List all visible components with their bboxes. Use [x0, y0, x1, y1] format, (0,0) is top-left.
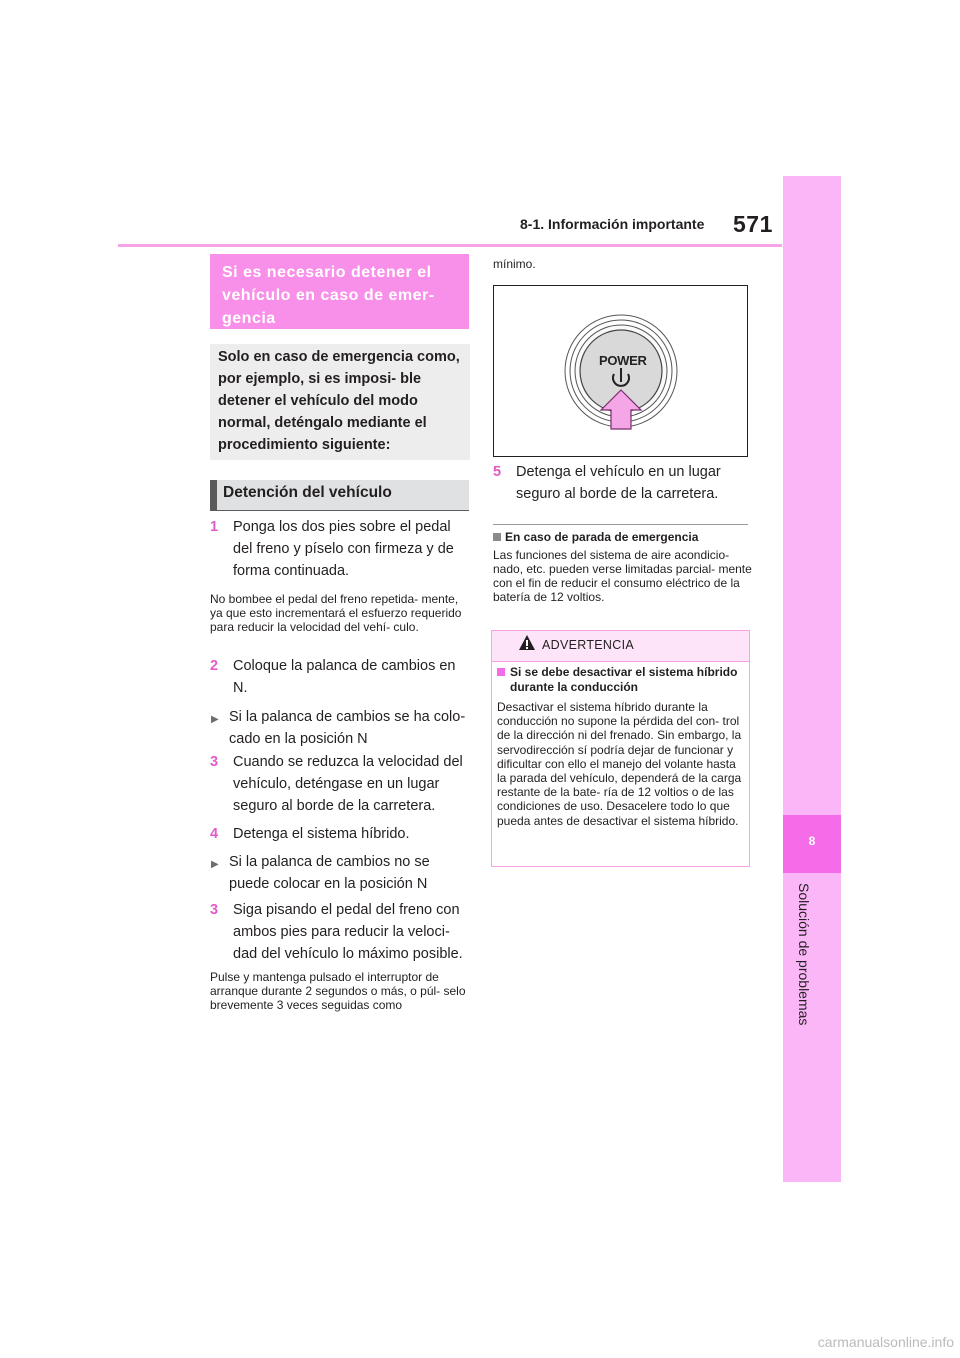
warning-subheading	[497, 665, 747, 694]
chapter-number: 8	[808, 834, 816, 848]
info-text: Las funciones del sistema de aire acondicio- nado, etc. pueden verse limitadas parcial- mente con el fin de reducir el consumo eléctrico de la batería de 12 voltios.	[493, 548, 752, 604]
power-label: POWER	[599, 353, 647, 368]
step-text: Coloque la palanca de cambios en N.	[233, 658, 456, 696]
info-heading-text: En caso de parada de emergencia	[505, 530, 699, 544]
page-number: 571	[733, 211, 773, 237]
step-number: 5	[493, 464, 502, 480]
side-tab-strip	[783, 176, 841, 1182]
chapter-title: Solución de problemas	[796, 883, 812, 1026]
step-number: 3	[210, 902, 219, 918]
footer-watermark[interactable]: carmanualsonline.info	[817, 1334, 954, 1350]
step-text: Ponga los dos pies sobre el pedal del freno y píselo con firmeza y de forma continuada.	[233, 519, 454, 579]
note-2: Pulse y mantenga pulsado el interruptor de arranque durante 2 segundos o más, o púl- selo brevemente 3 veces seguidas como	[210, 970, 466, 1012]
triangle-marker-icon: ▶	[211, 714, 219, 725]
square-bullet-icon	[493, 533, 501, 541]
power-button-illustration	[493, 285, 748, 457]
subheading-bar	[210, 480, 217, 510]
section-heading: Si es necesario detener el vehículo en caso de emer- gencia	[222, 264, 435, 327]
section-reference: 8-1. Información importante	[520, 216, 705, 232]
step-number: 2	[210, 658, 219, 674]
subheading-rule	[210, 510, 469, 511]
step-number: 3	[210, 754, 219, 770]
condition-text: Si la palanca de cambios no se puede colocar en la posición N	[229, 854, 430, 892]
triangle-marker-icon: ▶	[211, 859, 219, 870]
step-text: Cuando se reduzca la velocidad del vehículo, deténgase en un lugar seguro al borde de la carretera.	[233, 754, 463, 814]
info-heading	[493, 530, 698, 544]
step-text: Detenga el sistema híbrido.	[233, 826, 410, 842]
warning-text: Desactivar el sistema híbrido durante la conducción no supone la pérdida del con- trol de la dirección ni del frenado. Sin embargo, la servodirección sí podría dejar de funcionar y dificultar con ello el manejo del volante hasta la parada del vehículo, dependerá de la carga restante de la bate- ría de 12 voltios o de las condiciones de uso. Desacelere todo lo que pueda antes de desactivar el sistema híbrido.	[497, 700, 742, 828]
step-number: 4	[210, 826, 219, 842]
subheading: Detención del vehículo	[223, 484, 392, 501]
condition-text: Si la palanca de cambios se ha colo- cado en la posición N	[229, 709, 466, 747]
continued-text: mínimo.	[493, 257, 536, 271]
intro-text: Solo en caso de emergencia como, por ejemplo, si es imposi- ble detener el vehículo del modo normal, deténgalo mediante el procedimiento siguiente:	[218, 349, 460, 453]
step-text: Siga pisando el pedal del freno con ambos pies para reducir la veloci- dad del vehículo lo máximo posible.	[233, 902, 463, 962]
step-number: 1	[210, 519, 219, 535]
warning-triangle-icon	[518, 634, 536, 651]
warning-header-rule	[492, 661, 749, 662]
info-divider	[493, 524, 748, 525]
note-1: No bombee el pedal del freno repetida- mente, ya que esto incrementará el esfuerzo requerido para reducir la velocidad del vehí- culo.	[210, 592, 462, 634]
step-text: Detenga el vehículo en un lugar seguro al borde de la carretera.	[516, 464, 721, 502]
power-button-icon	[494, 286, 747, 456]
warning-subheading-text: Si se debe desactivar el sistema híbrido durante la conducción	[510, 665, 738, 694]
header-rule	[118, 244, 782, 247]
square-bullet-icon	[497, 668, 505, 676]
warning-title: ADVERTENCIA	[542, 638, 634, 652]
